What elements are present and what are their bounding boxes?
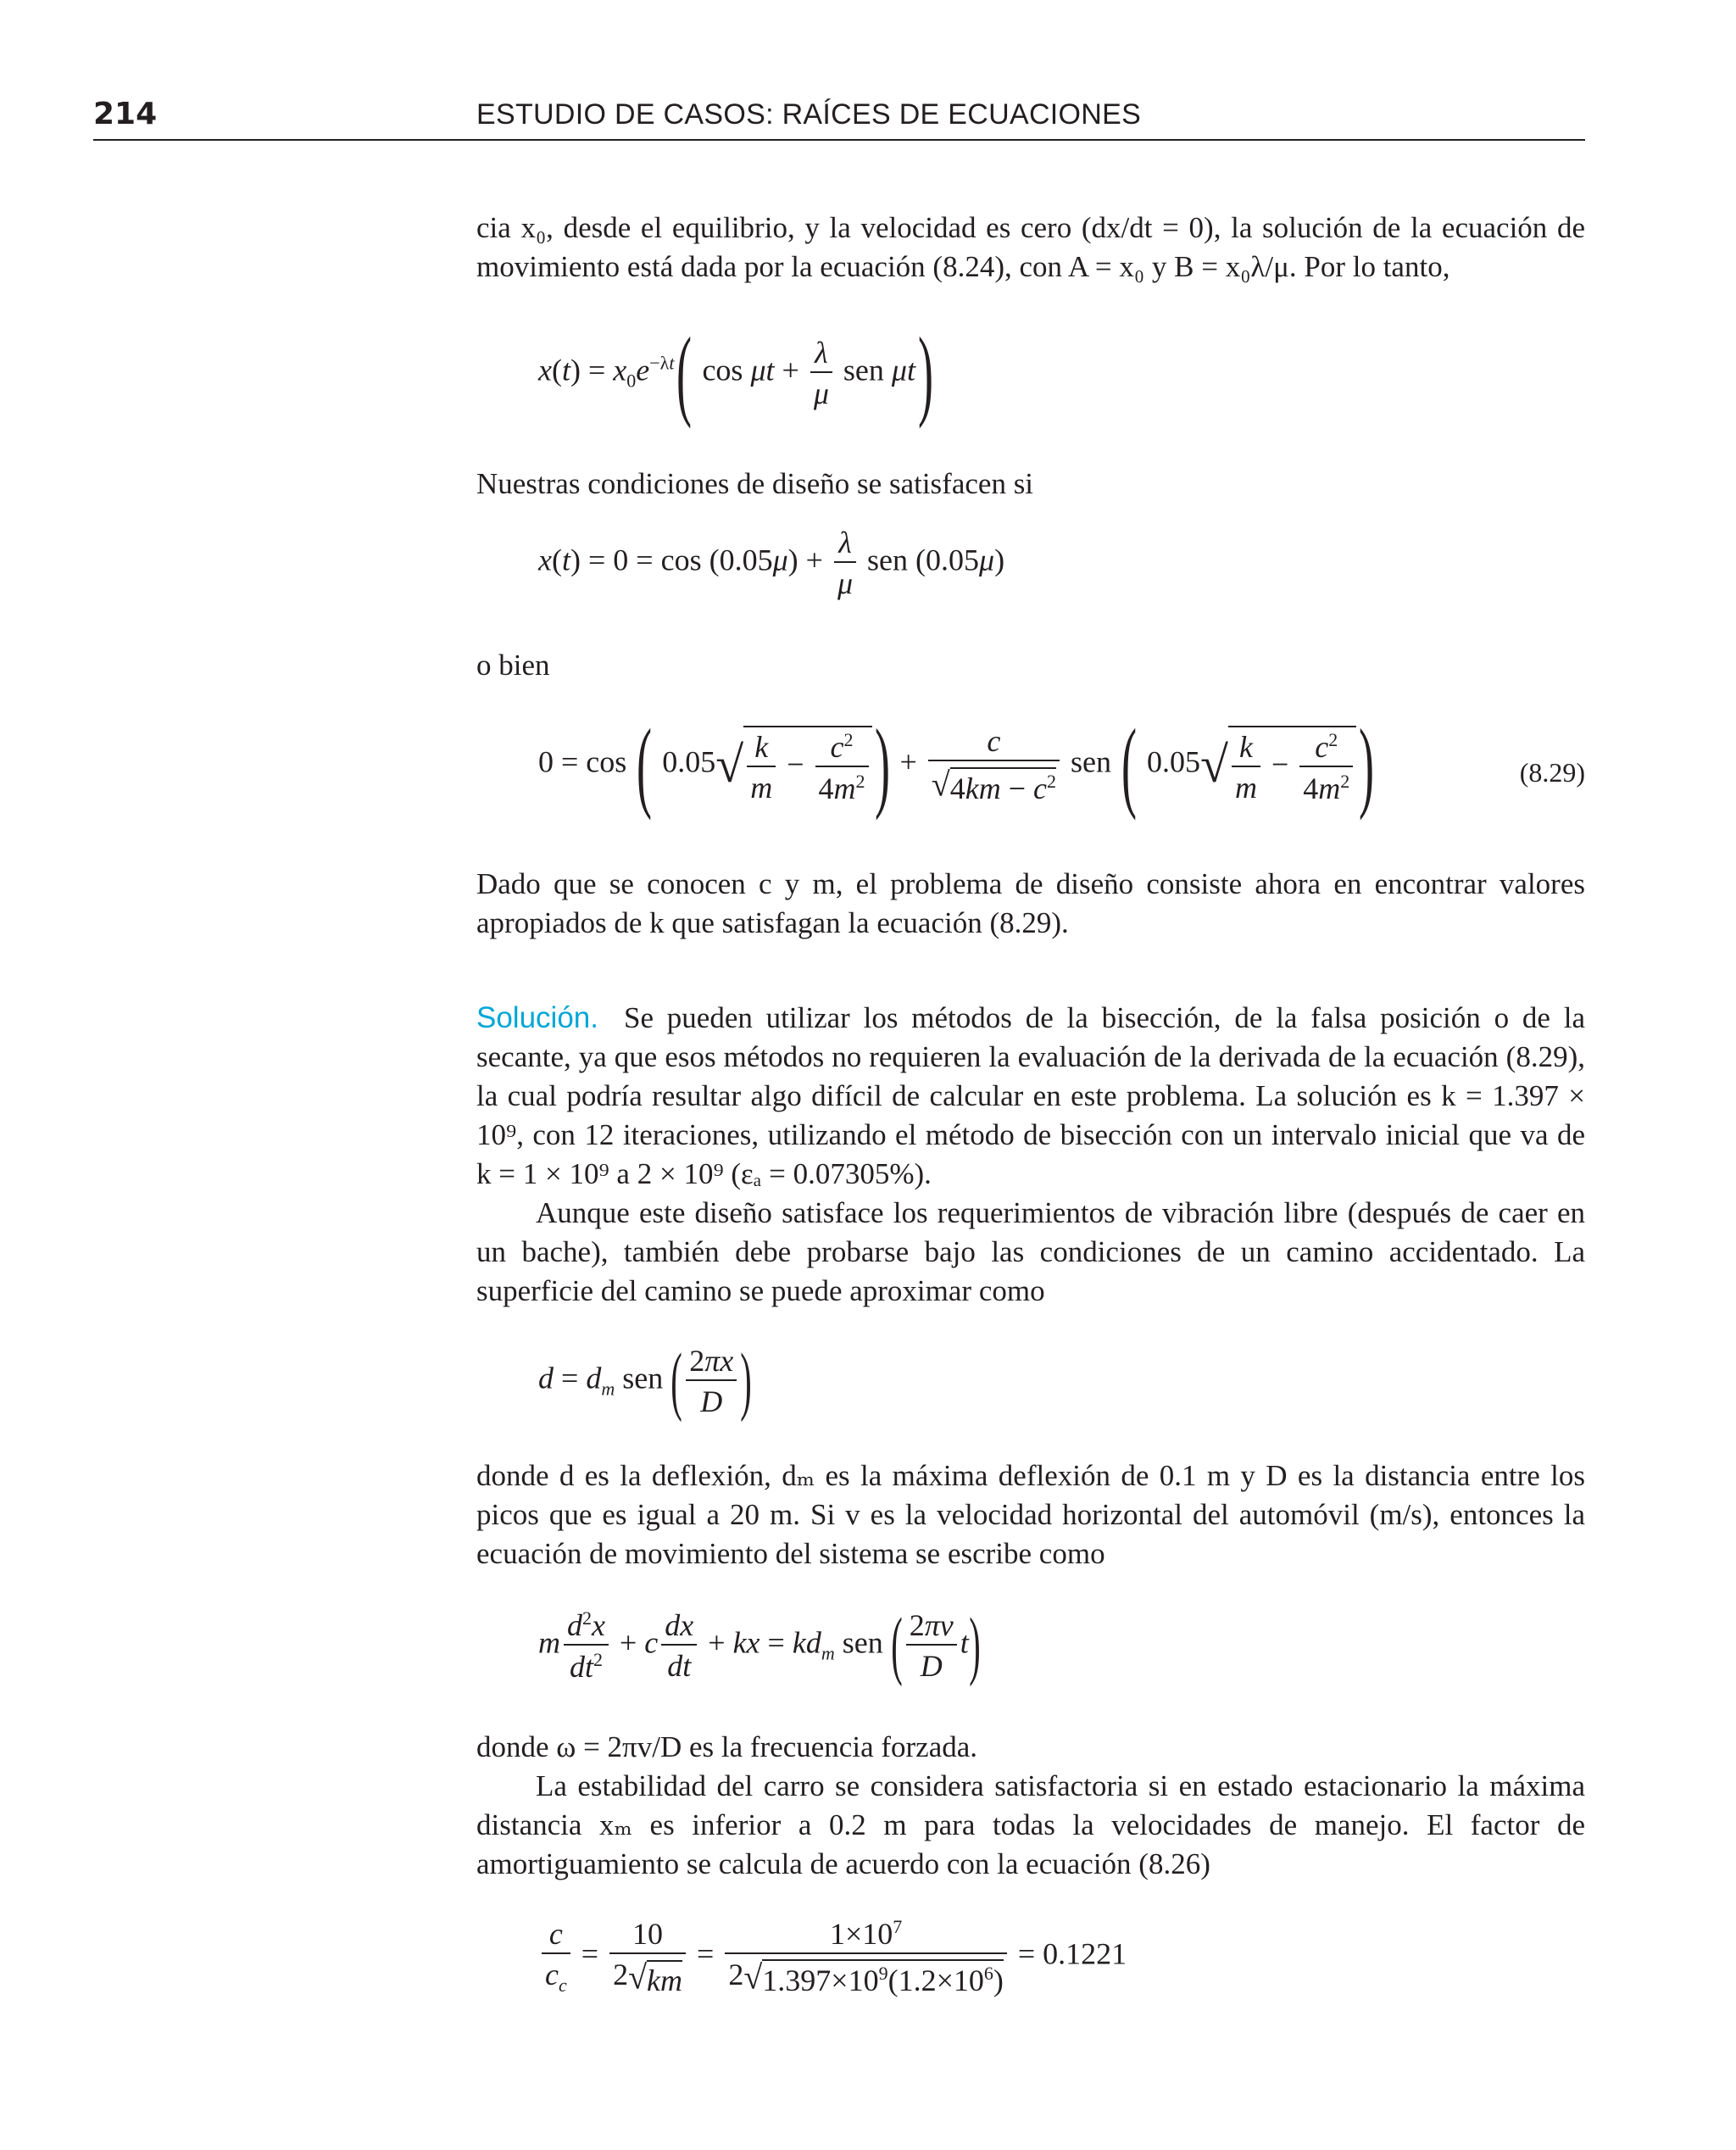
equation-road-surface: $d = d_m$ sen ( $\frac{2\pi x}{D}$ ) bbox=[538, 1339, 752, 1423]
paragraph-4: Dado que se conocen c y m, el problema de diseño consiste ahora en encontrar valores apropiados de k que satisfagan la ecuación (8.29). bbox=[476, 867, 1585, 939]
equation-design-condition: x(t) = 0 = cos (0.05μ) + $\frac{\lambda}{\mu}$ sen (0.05μ) bbox=[538, 526, 1005, 600]
equation-motion-forced: m $\frac{d^2x}{dt^2}$ + c $\frac{dx}{dt}$ + kx = $kd_m$ sen ( $\frac{2\pi v}{D}$ t) bbox=[538, 1603, 981, 1687]
damping-result: = 0.1221 bbox=[1017, 1936, 1127, 1971]
running-header bbox=[93, 95, 1585, 141]
equation-damping-ratio: $\frac{c}{c_c}$ = $\frac{10}{2√km}$ = $\frac{1\times 10^7}{2√1.397\times 10^9(1.2\times 10^6)}$ = 0.1221 bbox=[538, 1918, 1127, 1996]
running-title: ESTUDIO DE CASOS: RAÍCES DE ECUACIONES bbox=[476, 98, 1142, 131]
paragraph-8-9: donde ω = 2πv/D es la frecuencia forzada. La estabilidad del carro se considera satisfactoria si en estado estacionario la máxima distancia xₘ es inferior a 0.2 m para todas la velocidades de manejo. El factor de amortiguamiento se calcula de acuerdo con la ecuación (8.26) bbox=[476, 1730, 1585, 1880]
paragraph-1: cia x₀, desde el equilibrio, y la velocidad es cero (dx/dt = 0), la solución de la ecuación de movimiento está dada por la ecuación (8.24), con A = x₀ y B = x₀λ/μ. Por lo tanto, bbox=[476, 211, 1585, 283]
paragraph-7: donde d es la deflexión, dₘ es la máxima deflexión de 0.1 m y D es la distancia entre los picos que es igual a 20 m. Si v es la velocidad horizontal del automóvil (m/s), entonces la ecuación de movimiento del sistema se escribe como bbox=[476, 1459, 1585, 1570]
paragraph-2: Nuestras condiciones de diseño se satisfacen si bbox=[476, 467, 1034, 500]
solution-heading: Solución. bbox=[476, 1001, 598, 1034]
solution-text: Se pueden utilizar los métodos de la bisección, de la falsa posición o de la secante, ya que esos métodos no requieren la evaluación de la derivada de la ecuación (8.29), la cual podría resultar algo difícil de calcular en este problema. La solución es k = 1.397 × 10⁹, con 12 iteraciones, utilizando el método de bisección con un intervalo inicial que va de k = 1 × 10⁹ a 2 × 10⁹ (εₐ = 0.07305%). bbox=[476, 1001, 1585, 1190]
equation-number: (8.29) bbox=[1519, 757, 1585, 788]
solution-section bbox=[476, 999, 1585, 1311]
equation-xt-solution: $x(t) = x_0e^{-\lambda t}$( cos μt + $\frac{\lambda}{\mu}$ sen μt) bbox=[538, 316, 933, 429]
paragraph-3: o bien bbox=[476, 649, 550, 682]
page-number: 214 bbox=[93, 97, 158, 131]
paragraph-6: Aunque este diseño satisface los requerimientos de vibración libre (después de caer en un bache), también debe probarse bajo las condiciones de un camino accidentado. La superficie del camino se puede aproximar como bbox=[476, 1196, 1585, 1307]
equation-8-29: 0 = cos ( 0.05√ $\frac{k}{m}$ − $\frac{c^2}{4m^2}$ ) + $\frac{c}{√4km - c^2}$ sen ( 0.05√ $\frac{k}{m}$ − $\frac{c^2}{4m^2}$ ) bbox=[538, 708, 1375, 821]
